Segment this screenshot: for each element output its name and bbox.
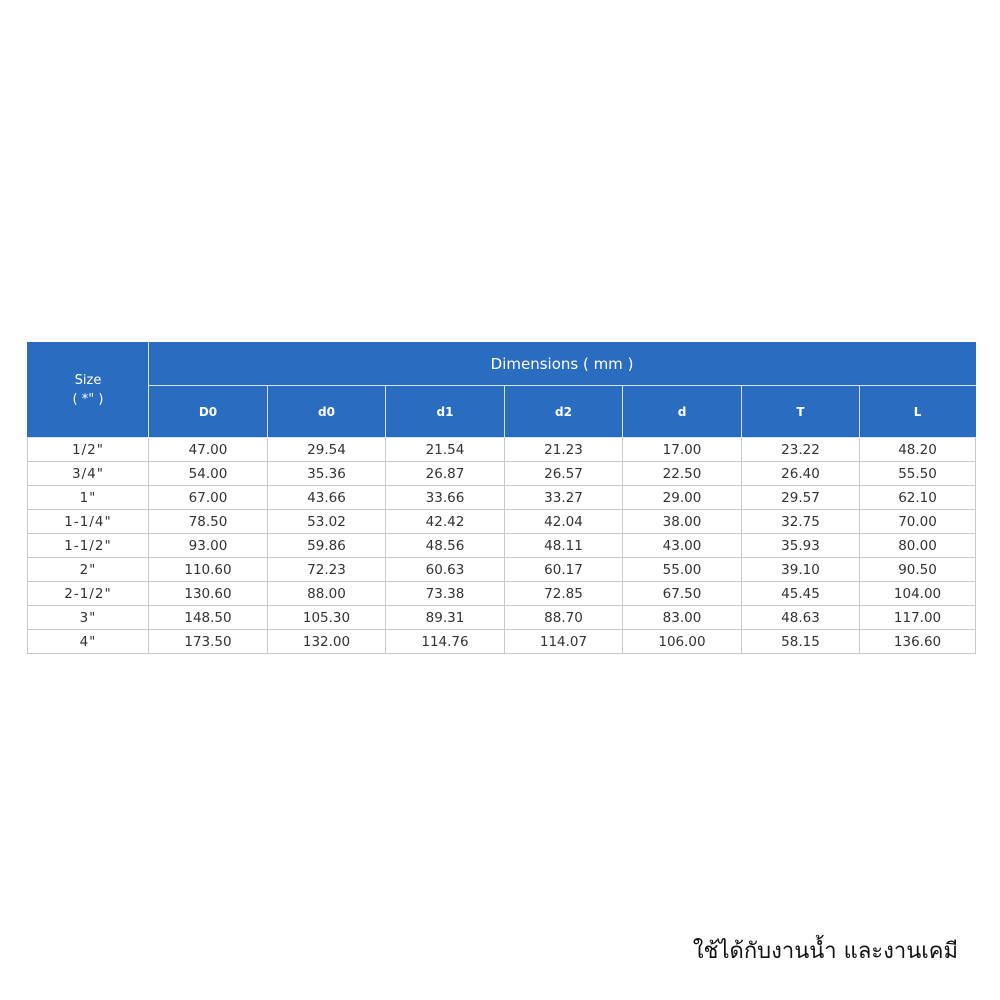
dimension-cell: 148.50 [149,606,268,630]
size-column-header [28,343,149,438]
dimension-cell: 21.54 [386,438,505,462]
dimension-cell: 47.00 [149,438,268,462]
table-row [28,630,976,654]
dimension-cell: 26.87 [386,462,505,486]
dimension-cell: 110.60 [149,558,268,582]
dimension-cell: 21.23 [505,438,623,462]
size-cell: 3/4" [28,462,149,486]
size-cell: 2-1/2" [28,582,149,606]
table-header-row-columns [28,386,976,438]
table-header-row-top [28,343,976,386]
dimension-cell: 22.50 [623,462,742,486]
dimension-cell: 59.86 [268,534,386,558]
table-body [28,438,976,654]
column-header-d0: d0 [268,386,386,438]
dimension-cell: 17.00 [623,438,742,462]
dimension-cell: 48.11 [505,534,623,558]
dimension-cell: 54.00 [149,462,268,486]
dimension-cell: 78.50 [149,510,268,534]
dimension-cell: 32.75 [742,510,860,534]
dimension-cell: 45.45 [742,582,860,606]
column-header-d2: d2 [505,386,623,438]
table-row [28,462,976,486]
size-cell: 4" [28,630,149,654]
dimension-cell: 90.50 [860,558,976,582]
table-row [28,606,976,630]
dimension-cell: 104.00 [860,582,976,606]
column-header-T: T [742,386,860,438]
dimension-cell: 48.56 [386,534,505,558]
dimension-cell: 132.00 [268,630,386,654]
dimension-cell: 58.15 [742,630,860,654]
dimension-cell: 67.50 [623,582,742,606]
table-row [28,510,976,534]
table-row [28,534,976,558]
dimension-cell: 26.57 [505,462,623,486]
size-cell: 1-1/2" [28,534,149,558]
dimension-cell: 114.07 [505,630,623,654]
usage-caption: ใช้ได้กับงานน้ำ และงานเคมี [692,939,958,964]
dimension-cell: 48.63 [742,606,860,630]
dimension-cell: 29.57 [742,486,860,510]
column-header-D0: D0 [149,386,268,438]
size-cell: 1-1/4" [28,510,149,534]
dimension-cell: 88.70 [505,606,623,630]
dimension-cell: 114.76 [386,630,505,654]
dimension-cell: 39.10 [742,558,860,582]
dimension-cell: 93.00 [149,534,268,558]
dimension-cell: 62.10 [860,486,976,510]
table-row [28,582,976,606]
dimension-cell: 42.04 [505,510,623,534]
size-cell: 1" [28,486,149,510]
dimension-cell: 55.00 [623,558,742,582]
table-row [28,558,976,582]
dimension-cell: 33.27 [505,486,623,510]
size-cell: 3" [28,606,149,630]
dimension-cell: 72.23 [268,558,386,582]
dimension-cell: 136.60 [860,630,976,654]
dimension-cell: 70.00 [860,510,976,534]
dimension-cell: 60.63 [386,558,505,582]
size-header-unit: ( *" ) [72,392,104,407]
dimension-cell: 130.60 [149,582,268,606]
dimension-cell: 72.85 [505,582,623,606]
dimension-cell: 83.00 [623,606,742,630]
dimension-cell: 67.00 [149,486,268,510]
dimension-cell: 60.17 [505,558,623,582]
dimension-cell: 73.38 [386,582,505,606]
dimension-cell: 53.02 [268,510,386,534]
dimension-cell: 29.00 [623,486,742,510]
dimensions-table [27,342,976,654]
table-row [28,438,976,462]
dimensions-group-header: Dimensions ( mm ) [149,343,976,386]
dimension-cell: 42.42 [386,510,505,534]
dimension-cell: 26.40 [742,462,860,486]
dimension-cell: 88.00 [268,582,386,606]
dimension-cell: 117.00 [860,606,976,630]
column-header-L: L [860,386,976,438]
dimension-cell: 35.93 [742,534,860,558]
dimension-cell: 43.00 [623,534,742,558]
dimension-cell: 48.20 [860,438,976,462]
column-header-d: d [623,386,742,438]
dimension-cell: 29.54 [268,438,386,462]
dimension-cell: 105.30 [268,606,386,630]
dimension-cell: 55.50 [860,462,976,486]
size-header-label: Size [74,373,102,388]
dimension-cell: 38.00 [623,510,742,534]
table-row [28,486,976,510]
dimension-cell: 23.22 [742,438,860,462]
size-cell: 2" [28,558,149,582]
dimension-cell: 43.66 [268,486,386,510]
size-cell: 1/2" [28,438,149,462]
dimension-cell: 35.36 [268,462,386,486]
dimension-cell: 173.50 [149,630,268,654]
dimension-cell: 106.00 [623,630,742,654]
dimension-cell: 80.00 [860,534,976,558]
dimension-cell: 89.31 [386,606,505,630]
column-header-d1: d1 [386,386,505,438]
dimension-cell: 33.66 [386,486,505,510]
